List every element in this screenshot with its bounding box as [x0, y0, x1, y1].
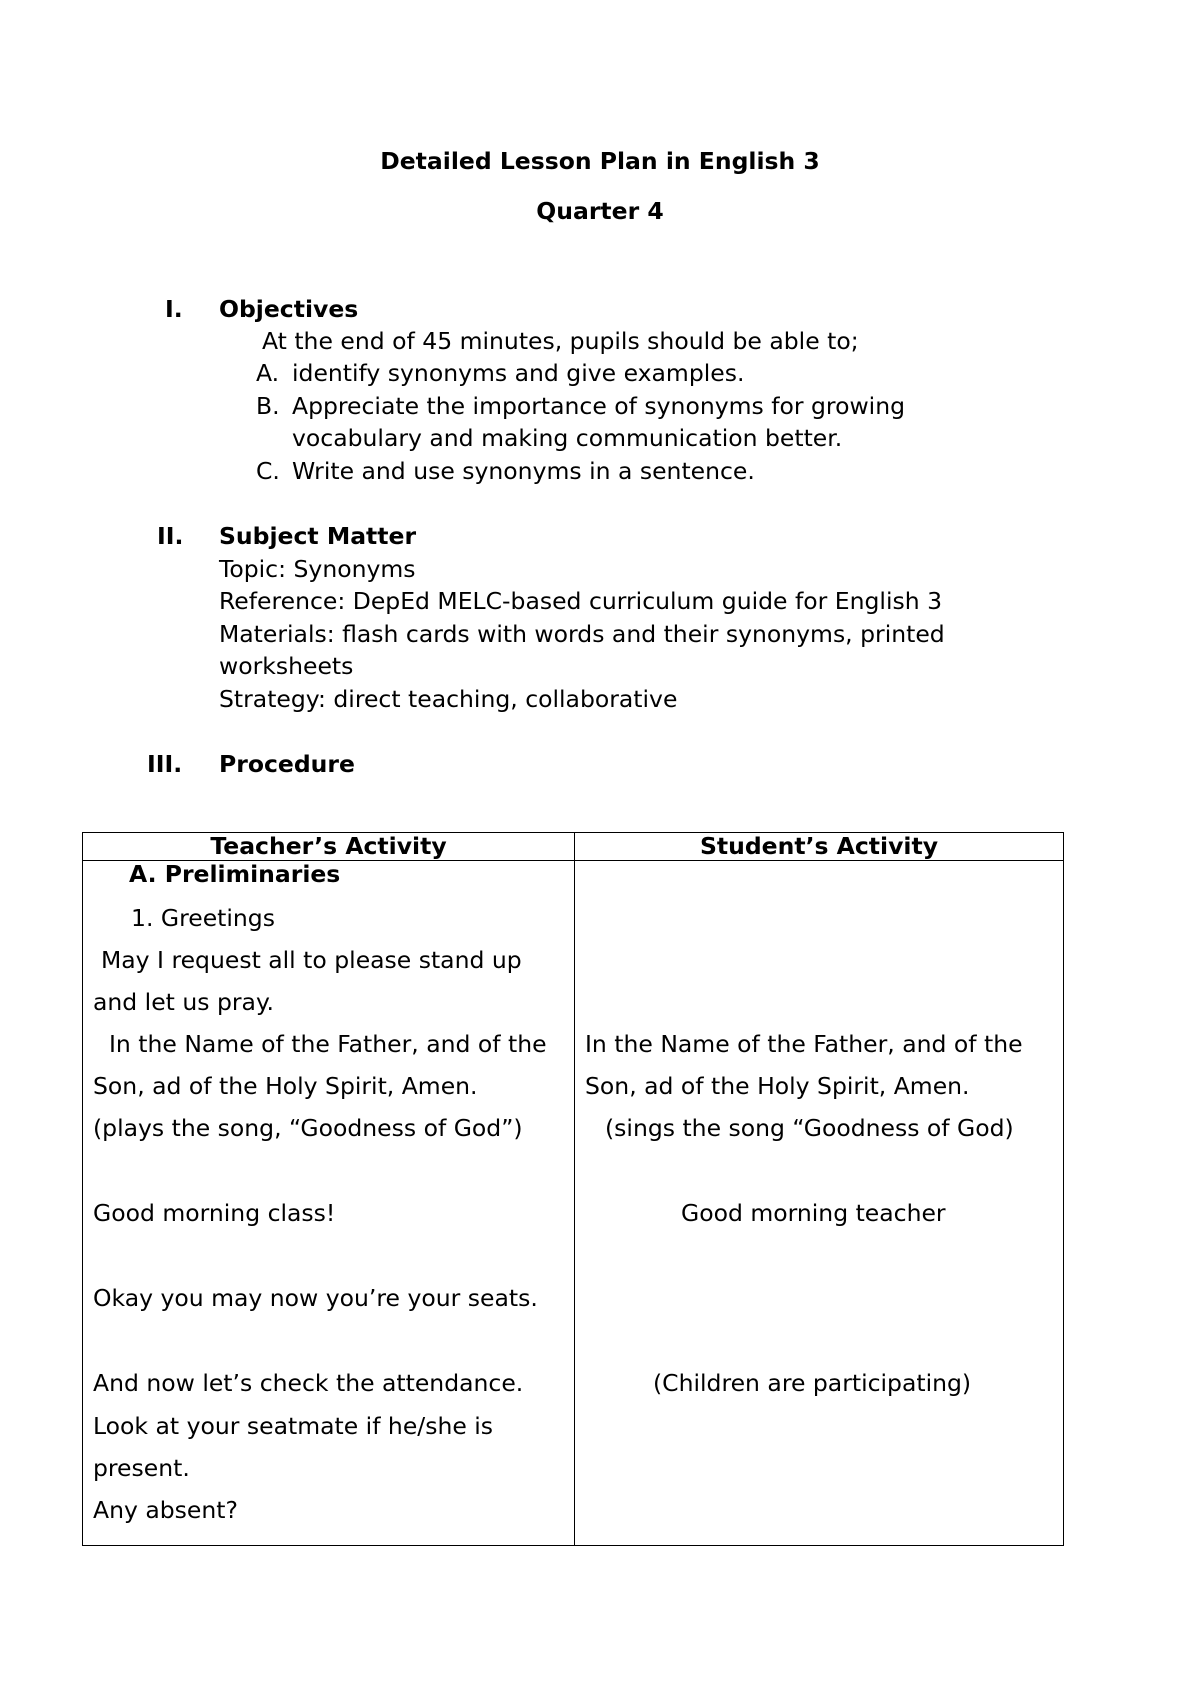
activity-table — [82, 832, 1064, 1546]
teacher-line: Look at your seatmate if he/she is — [93, 1412, 494, 1440]
topic-line: Topic: Synonyms — [219, 555, 416, 583]
quarter-label: Quarter 4 — [536, 197, 664, 225]
greetings-subheading: 1. Greetings — [131, 904, 275, 932]
objective-a-text: identify synonyms and give examples. — [292, 359, 745, 387]
teacher-line: And now let’s check the attendance. — [93, 1369, 524, 1397]
teacher-line: Any absent? — [93, 1496, 238, 1524]
teacher-line: May I request all to please stand up — [101, 946, 522, 974]
objective-c-letter: C. — [256, 457, 280, 485]
teacher-line: Son, ad of the Holy Spirit, Amen. — [93, 1072, 478, 1100]
student-line: (Children are participating) — [653, 1369, 972, 1397]
reference-line: Reference: DepEd MELC-based curriculum guide for English 3 — [219, 587, 943, 615]
student-activity-header: Student’s Activity — [575, 833, 1064, 861]
student-line: Good morning teacher — [681, 1199, 946, 1227]
teacher-line: and let us pray. — [93, 988, 274, 1016]
subject-matter-heading: Subject Matter — [219, 522, 417, 550]
objective-a-letter: A. — [256, 359, 280, 387]
document-title: Detailed Lesson Plan in English 3 — [380, 147, 820, 175]
objectives-heading: Objectives — [219, 295, 359, 323]
subject-matter-numeral: II. — [157, 522, 184, 550]
teacher-activity-header: Teacher’s Activity — [83, 833, 575, 861]
materials-line: Materials: flash cards with words and their synonyms, printed — [219, 620, 945, 648]
materials-line-cont: worksheets — [219, 652, 354, 680]
teacher-line: Okay you may now you’re your seats. — [93, 1284, 538, 1312]
objectives-numeral: I. — [165, 295, 183, 323]
objective-b-letter: B. — [256, 392, 280, 420]
teacher-line: In the Name of the Father, and of the — [109, 1030, 547, 1058]
procedure-heading: Procedure — [219, 750, 355, 778]
teacher-line: (plays the song, “Goodness of God”) — [93, 1114, 523, 1142]
preliminaries-heading: A. Preliminaries — [129, 860, 341, 888]
procedure-numeral: III. — [147, 750, 183, 778]
student-line: Son, ad of the Holy Spirit, Amen. — [585, 1072, 970, 1100]
teacher-line: present. — [93, 1454, 190, 1482]
student-line: (sings the song “Goodness of God) — [605, 1114, 1014, 1142]
objective-b-text-cont: vocabulary and making communication better. — [292, 424, 843, 452]
objective-b-text: Appreciate the importance of synonyms for growing — [292, 392, 906, 420]
student-line: In the Name of the Father, and of the — [585, 1030, 1023, 1058]
objectives-intro: At the end of 45 minutes, pupils should be able to; — [262, 327, 859, 355]
objective-c-text: Write and use synonyms in a sentence. — [292, 457, 755, 485]
teacher-line: Good morning class! — [93, 1199, 336, 1227]
student-activity-cell — [575, 861, 1064, 1546]
teacher-activity-cell — [83, 861, 575, 1546]
strategy-line: Strategy: direct teaching, collaborative — [219, 685, 678, 713]
